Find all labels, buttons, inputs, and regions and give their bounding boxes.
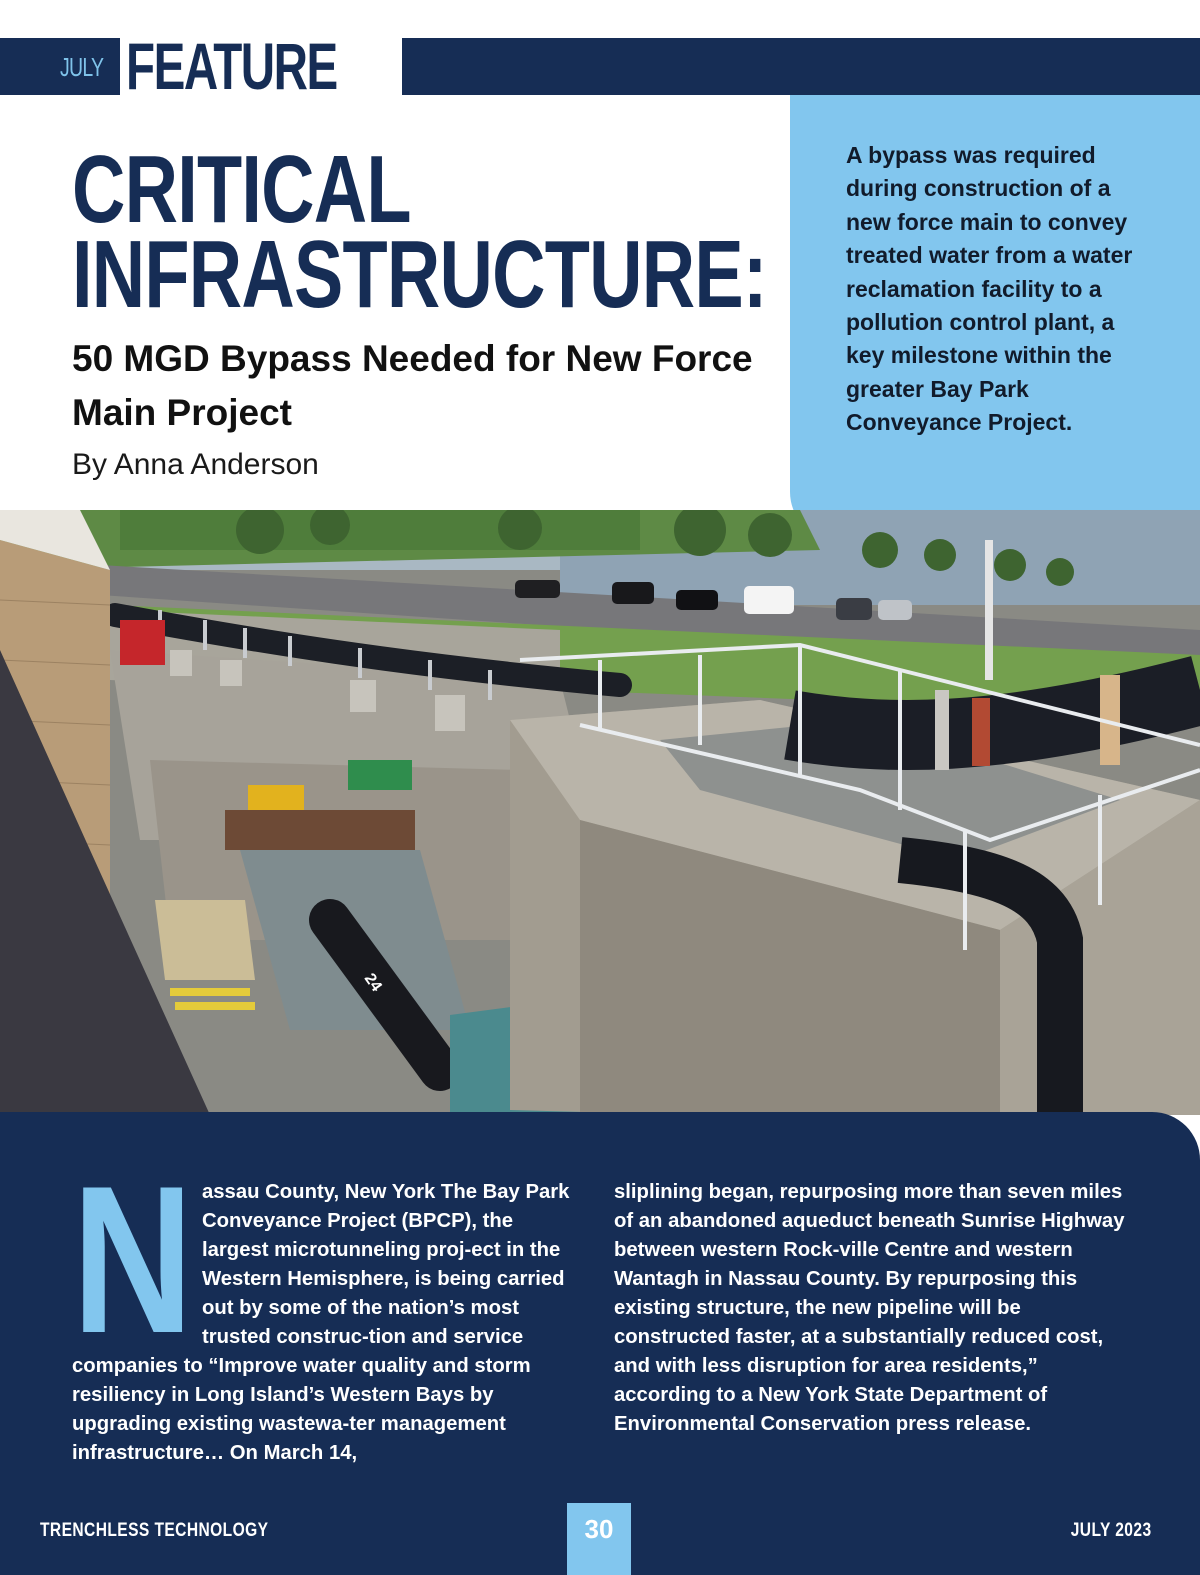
banner-section-text: FEATURE	[126, 29, 337, 103]
banner-section-label	[120, 29, 402, 103]
drop-cap: N	[72, 1142, 194, 1377]
article-byline: By Anna Anderson	[72, 448, 319, 481]
headline-line-2: INFRASTRUCTURE:	[72, 221, 767, 328]
headline-line-1: CRITICAL	[72, 136, 411, 243]
section-banner	[0, 29, 1200, 103]
column-left-text: assau County, New York The Bay Park Conveyance Project (BPCP), the largest microtunneling proj-ect in the Western Hemisphere, is being carried out by some of the nation’s most trusted construc-tion and service companies to “Improve water quality and storm resiliency in Long Island’s Western Bays by upgrading existing wastewa-ter management infrastructure… On March 14,	[72, 1181, 570, 1464]
column-right-text: sliplining began, repurposing more than seven miles of an abandoned aqueduct beneath Sunrise Highway between western Rock-ville Centre and western Wantagh in Nassau County. By repurposing this existing structure, the new pipeline will be constructed faster, at a substantially reduced cost, and with less disruption for area residents,” according to a New York State Department of Environmental Conservation press release.	[614, 1181, 1125, 1435]
footer-issue-date: JULY 2023	[1071, 1520, 1152, 1541]
feature-photo	[0, 510, 1200, 1115]
page-number: 30	[567, 1503, 631, 1575]
photo-illustration	[0, 510, 1200, 1115]
footer-publication: TRENCHLESS TECHNOLOGY	[40, 1520, 269, 1541]
pipe-marking: 24	[360, 970, 385, 995]
article-column-right	[614, 1178, 1134, 1439]
callout-text: A bypass was required during construction of a new force main to convey treated water from a water reclamation facility to a pollution control plant, a key milestone within the greater Bay Park Conveyance Project.	[846, 142, 1133, 436]
article-headline	[72, 136, 974, 328]
article-subhead: 50 MGD Bypass Needed for New Force Main Project	[72, 338, 753, 433]
banner-month: JULY	[60, 52, 104, 82]
article-column-left	[72, 1142, 572, 1468]
